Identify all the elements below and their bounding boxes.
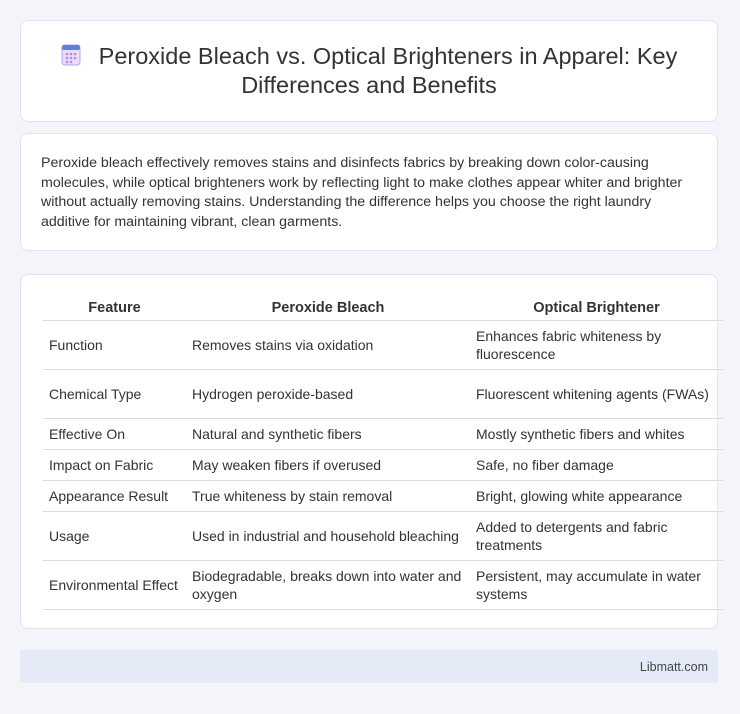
title-card — [20, 20, 718, 122]
table-cell-peroxide: Hydrogen peroxide-based — [186, 370, 470, 419]
intro-card — [20, 133, 718, 251]
table-cell-optical: Mostly synthetic fibers and whites — [470, 419, 723, 450]
page-title: Peroxide Bleach vs. Optical Brighteners in Apparel: Key Differences and Benefits — [98, 43, 678, 98]
table-row — [43, 450, 723, 481]
title-wrap — [39, 42, 699, 100]
table-cell-peroxide: Used in industrial and household bleaching — [186, 512, 470, 561]
table-cell-optical: Enhances fabric whiteness by fluorescence — [470, 321, 723, 370]
table-cell-feature: Function — [43, 321, 186, 370]
intro-paragraph: Peroxide bleach effectively removes stains and disinfects fabrics by breaking down color-causing molecules, while optical brighteners work by reflecting light to make clothes appear whiter and brighter without actually removing stains. Understanding the difference helps you choose the right laundry additive for maintaining vibrant, clean garments. — [41, 155, 683, 230]
table-row — [43, 370, 723, 419]
table-cell-feature: Appearance Result — [43, 481, 186, 512]
table-cell-optical: Fluorescent whitening agents (FWAs) — [470, 370, 723, 419]
column-header-optical-brightener: Optical Brightener — [470, 297, 723, 321]
table-cell-feature: Chemical Type — [43, 370, 186, 419]
table-cell-peroxide: True whiteness by stain removal — [186, 481, 470, 512]
table-cell-peroxide: Removes stains via oxidation — [186, 321, 470, 370]
table-cell-feature: Effective On — [43, 419, 186, 450]
table-cell-peroxide: Biodegradable, breaks down into water and oxygen — [186, 561, 470, 610]
table-cell-peroxide: May weaken fibers if overused — [186, 450, 470, 481]
table-cell-optical: Persistent, may accumulate in water systems — [470, 561, 723, 610]
table-cell-feature: Environmental Effect — [43, 561, 186, 610]
table-row — [43, 321, 723, 370]
table-row — [43, 481, 723, 512]
footer-bar — [20, 650, 718, 683]
column-header-feature: Feature — [43, 297, 186, 321]
table-header-row — [43, 297, 723, 321]
table-cell-feature: Impact on Fabric — [43, 450, 186, 481]
column-header-peroxide-bleach: Peroxide Bleach — [186, 297, 470, 321]
document-icon — [61, 44, 81, 66]
table-cell-peroxide: Natural and synthetic fibers — [186, 419, 470, 450]
table-cell-feature: Usage — [43, 512, 186, 561]
table-cell-optical: Safe, no fiber damage — [470, 450, 723, 481]
table-cell-optical: Bright, glowing white appearance — [470, 481, 723, 512]
table-row — [43, 561, 723, 610]
table-row — [43, 512, 723, 561]
table-cell-optical: Added to detergents and fabric treatments — [470, 512, 723, 561]
table-row — [43, 419, 723, 450]
footer-brand: Libmatt.com — [639, 659, 708, 674]
comparison-table-card — [20, 274, 718, 629]
comparison-table — [43, 297, 723, 610]
